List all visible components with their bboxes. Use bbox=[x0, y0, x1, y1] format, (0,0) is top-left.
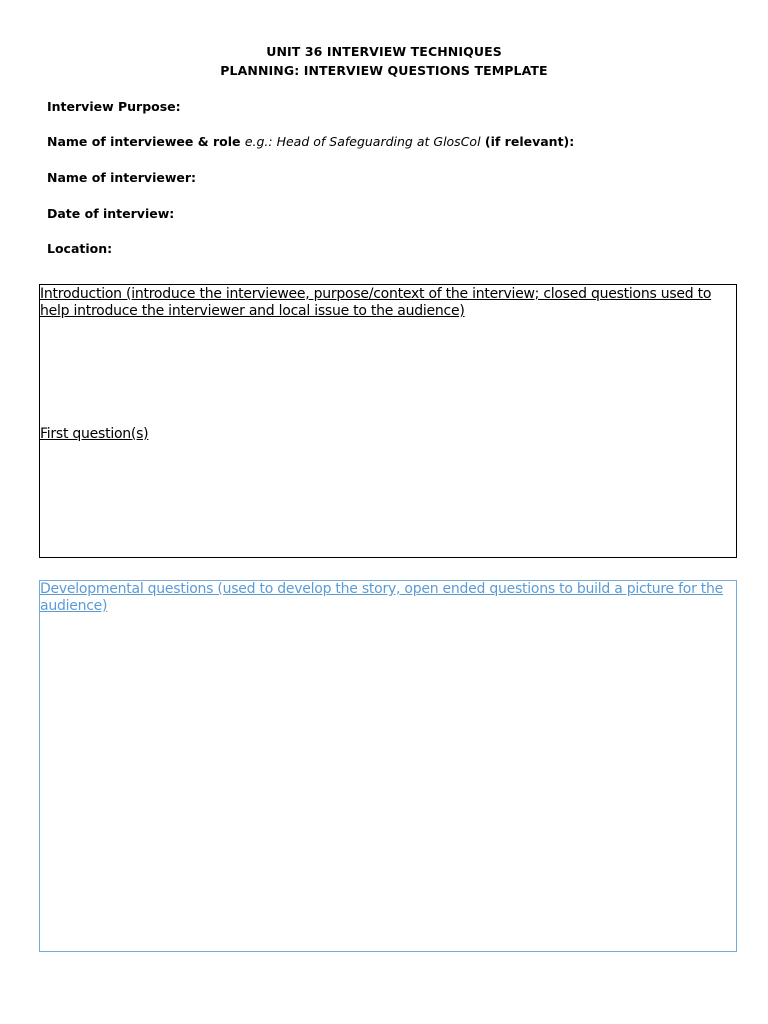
developmental-questions-box[interactable] bbox=[39, 580, 737, 952]
document-subtitle: PLANNING: INTERVIEW QUESTIONS TEMPLATE bbox=[220, 63, 548, 78]
interviewee-label bbox=[47, 134, 574, 149]
interviewee-role-example: e.g.: Head of Safeguarding at GlosCol bbox=[244, 134, 481, 149]
location-label: Location: bbox=[47, 241, 113, 256]
interviewer-label: Name of interviewer: bbox=[47, 170, 197, 185]
introduction-box[interactable] bbox=[39, 284, 737, 558]
interview-purpose-label: Interview Purpose: bbox=[47, 99, 181, 114]
interviewee-label-suffix: (if relevant): bbox=[480, 134, 575, 149]
interviewee-label-prefix: Name of interviewee & role bbox=[47, 134, 245, 149]
first-questions-heading: First question(s) bbox=[40, 426, 149, 442]
developmental-questions-heading: Developmental questions (used to develop the story, open ended questions to build a picture for the audience) bbox=[40, 581, 724, 614]
document-title: UNIT 36 INTERVIEW TECHNIQUES bbox=[266, 44, 502, 59]
introduction-heading: Introduction (introduce the interviewee, purpose/context of the interview; closed questions used to help introduce the interviewer and local issue to the audience) bbox=[40, 286, 712, 319]
interview-date-label: Date of interview: bbox=[47, 206, 175, 221]
